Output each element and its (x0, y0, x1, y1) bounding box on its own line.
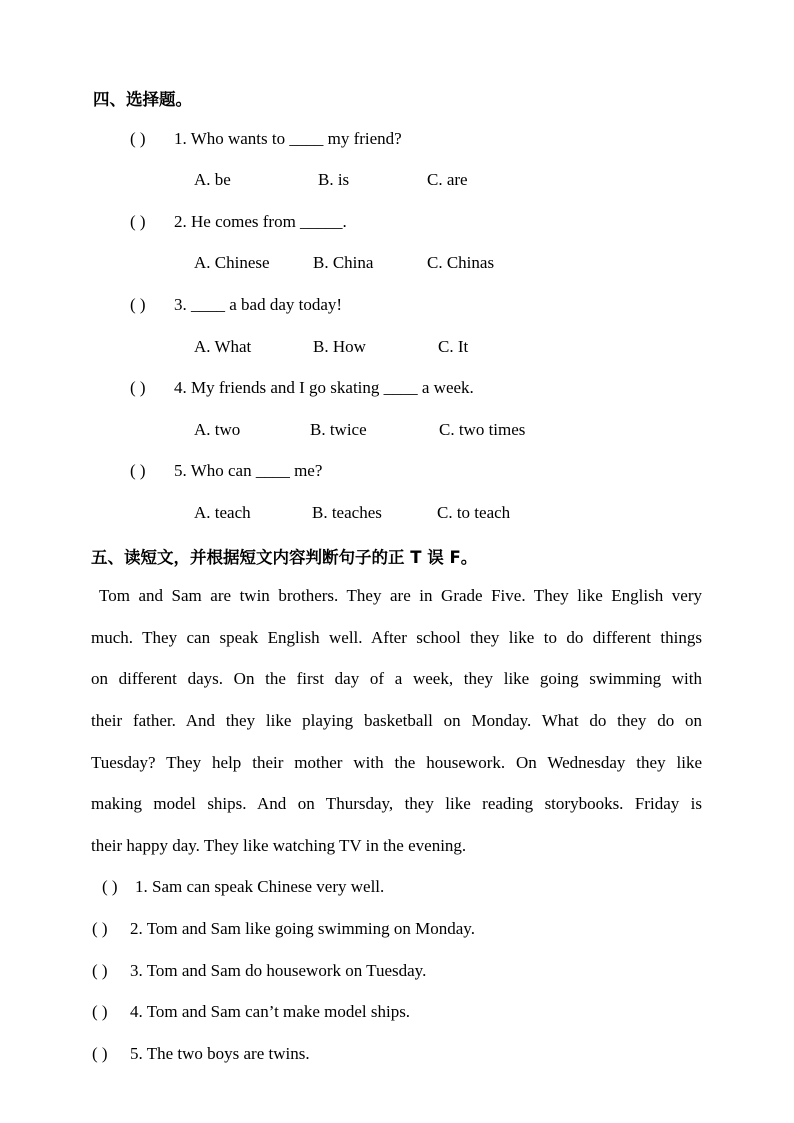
q3-option-c: C. It (438, 337, 469, 356)
passage-line-3: on different days. On the first day of a week, they like going swimming with (91, 669, 702, 688)
q4-option-b: B. twice (310, 420, 367, 439)
tf-statement-3 (92, 961, 426, 981)
question-1 (130, 129, 402, 149)
passage-line-7: their happy day. They like watching TV in the evening. (91, 836, 467, 855)
passage-line-4: their father. And they like playing basketball on Monday. What do they do on (91, 711, 702, 730)
q2-option-c: C. Chinas (427, 253, 495, 272)
tf-statement-5-text: 5. The two boys are twins. (130, 1044, 310, 1063)
tf-blank-2[interactable]: ( ) (92, 919, 108, 938)
tf-blank-5[interactable]: ( ) (92, 1044, 108, 1063)
tf-statement-1-text: 1. Sam can speak Chinese very well. (135, 877, 385, 896)
passage-line-6: making model ships. And on Thursday, they like reading storybooks. Friday is (91, 794, 702, 813)
q3-option-a: A. What (194, 337, 252, 356)
answer-blank-5[interactable]: ( ) (130, 461, 146, 480)
tf-statement-4 (92, 1002, 410, 1022)
tf-blank-3[interactable]: ( ) (92, 961, 108, 980)
q4-option-c: C. two times (439, 420, 526, 439)
question-5 (130, 461, 322, 481)
section-5-title: 五、读短文，并根据短文内容判断句子的正 T 误 F。 (91, 548, 478, 567)
question-5-text: 5. Who can ____ me? (174, 461, 323, 480)
question-2-text: 2. He comes from _____. (174, 212, 347, 231)
question-3 (130, 295, 342, 315)
q5-option-a: A. teach (194, 503, 251, 522)
q4-option-a: A. two (194, 420, 241, 439)
tf-statement-5 (92, 1044, 310, 1064)
question-4 (130, 378, 474, 398)
q1-option-b: B. is (318, 170, 350, 189)
answer-blank-2[interactable]: ( ) (130, 212, 146, 231)
section-4-title: 四、选择题。 (93, 90, 192, 109)
question-2 (130, 212, 347, 232)
tf-statement-2-text: 2. Tom and Sam like going swimming on Monday. (130, 919, 475, 938)
question-1-text: 1. Who wants to ____ my friend? (174, 129, 402, 148)
q5-option-b: B. teaches (312, 503, 382, 522)
passage-line-1: Tom and Sam are twin brothers. They are in Grade Five. They like English very (99, 586, 702, 605)
q2-option-b: B. China (313, 253, 374, 272)
question-4-text: 4. My friends and I go skating ____ a week. (174, 378, 474, 397)
tf-statement-1 (102, 877, 384, 897)
q5-option-c: C. to teach (437, 503, 511, 522)
q1-option-a: A. be (194, 170, 231, 189)
answer-blank-4[interactable]: ( ) (130, 378, 146, 397)
answer-blank-3[interactable]: ( ) (130, 295, 146, 314)
tf-statement-3-text: 3. Tom and Sam do housework on Tuesday. (130, 961, 427, 980)
passage-line-2: much. They can speak English well. After school they like to do different things (91, 628, 702, 647)
tf-statement-4-text: 4. Tom and Sam can’t make model ships. (130, 1002, 411, 1021)
tf-statement-2 (92, 919, 475, 939)
q2-option-a: A. Chinese (194, 253, 270, 272)
tf-blank-1[interactable]: ( ) (102, 877, 118, 896)
q1-option-c: C. are (427, 170, 468, 189)
tf-blank-4[interactable]: ( ) (92, 1002, 108, 1021)
answer-blank-1[interactable]: ( ) (130, 129, 146, 148)
q3-option-b: B. How (313, 337, 366, 356)
passage-line-5: Tuesday? They help their mother with the housework. On Wednesday they like (91, 753, 702, 772)
question-3-text: 3. ____ a bad day today! (174, 295, 343, 314)
